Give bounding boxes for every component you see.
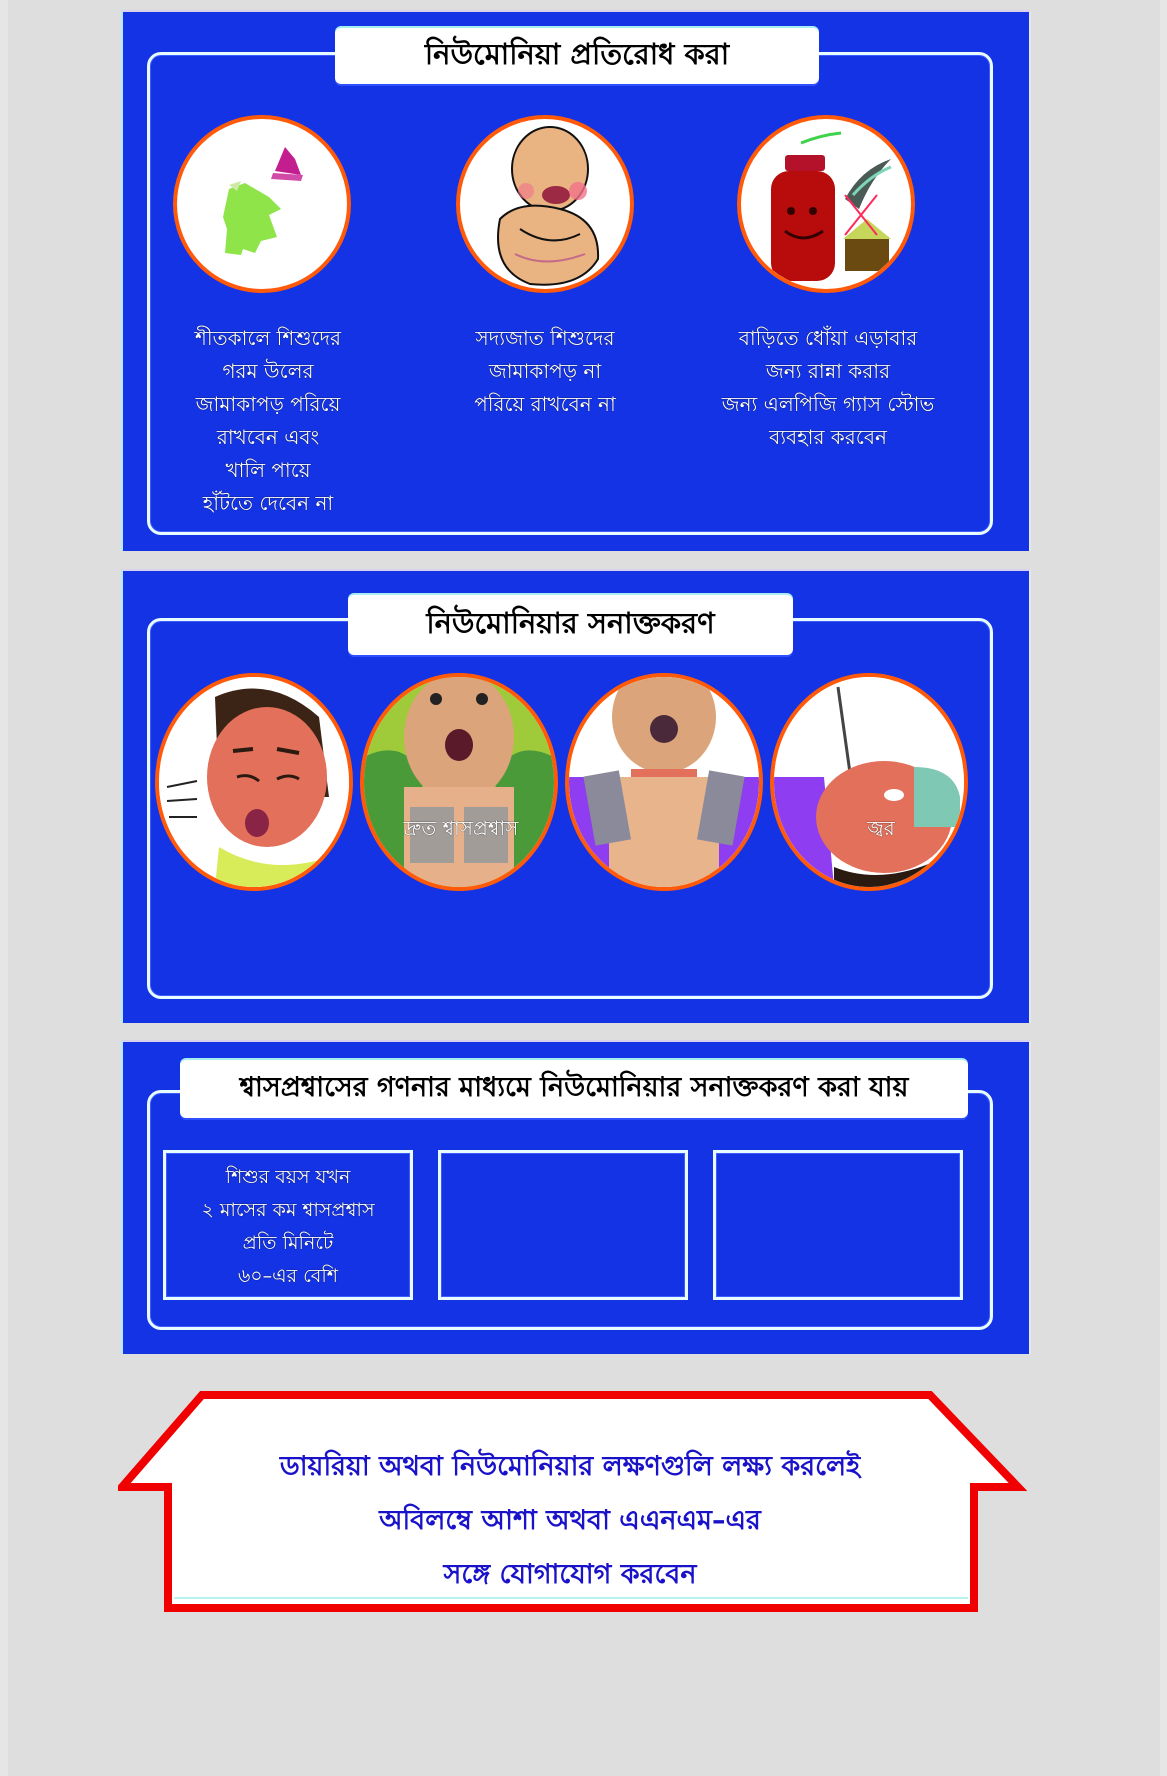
newborn-baby-image [456, 115, 634, 293]
thermometer-child-icon [774, 677, 964, 887]
caption-line: হাঁটতে দেবেন না [202, 491, 334, 515]
breath-rate-box-3 [713, 1150, 963, 1300]
alert-line: ডায়রিয়া অথবা নিউমোনিয়ার লক্ষণগুলি লক্ষ্য করলেই [279, 1451, 861, 1482]
breath-rate-box-under-2-months [163, 1150, 413, 1300]
alert-message [166, 1440, 974, 1602]
caption-line: রাখবেন এবং [216, 425, 320, 449]
left-edge-strip [0, 0, 8, 1776]
caption-line: জন্য এলপিজি গ্যাস স্টোভ [721, 392, 935, 416]
caption-line: বাড়িতে ধোঁয়া এড়াবার [738, 326, 918, 350]
caption-line: ব্যবহার করবেন [769, 425, 887, 449]
chest-indrawing-image [565, 673, 763, 891]
caption-line: জন্য রান্না করার [765, 359, 891, 383]
rate-line: ২ মাসের কম শ্বাসপ্রশ্বাস [201, 1199, 375, 1221]
coughing-child-icon [159, 677, 349, 887]
breath-rate-text [166, 1153, 410, 1293]
child-chest-breathing-image [360, 673, 558, 891]
caption-line: সদ্যজাত শিশুদের [475, 326, 615, 350]
chest-indrawing-icon [569, 677, 759, 887]
identification-panel [121, 569, 1031, 1023]
breath-rate-box-2 [438, 1150, 688, 1300]
prevention-caption-1 [143, 322, 393, 520]
coughing-child-image [155, 673, 353, 891]
rate-line: প্রতি মিনিটে [242, 1232, 334, 1254]
rate-line: ৬০–এর বেশি [237, 1265, 339, 1287]
caption-line: গরম উলের [222, 359, 314, 383]
prevention-caption-3 [678, 322, 978, 454]
alert-line: অবিলম্বে আশা অথবা এএনএম–এর [379, 1505, 761, 1536]
rate-line: শিশুর বয়স যখন [225, 1166, 351, 1188]
warm-clothes-image [173, 115, 351, 293]
caption-line: পরিয়ে রাখবেন না [474, 392, 616, 416]
child-fever-image [770, 673, 968, 891]
lpg-cylinder-icon [741, 119, 911, 289]
alert-line: সঙ্গে যোগাযোগ করবেন [443, 1559, 697, 1590]
breath-count-title: শ্বাসপ্রশ্বাসের গণনার মাধ্যমে নিউমোনিয়ার সনাক্তকরণ করা যায় [180, 1060, 968, 1118]
prevention-caption-2 [420, 322, 670, 421]
child-chest-breathing-icon [364, 677, 554, 887]
right-edge-strip [1160, 0, 1167, 1776]
caption-line: শীতকালে শিশুদের [195, 326, 341, 350]
caption-line: জামাকাপড় না [488, 359, 602, 383]
caption-line: জামাকাপড় পরিয়ে [195, 392, 341, 416]
newborn-baby-icon [460, 119, 630, 289]
lpg-cylinder-image [737, 115, 915, 293]
prevention-panel [121, 10, 1031, 551]
fever-caption: জ্বর [867, 816, 895, 840]
breath-count-panel [121, 1040, 1031, 1354]
prevention-title: নিউমোনিয়া প্রতিরোধ করা [335, 28, 819, 84]
caption-line: খালি পায়ে [225, 458, 311, 482]
identification-title: নিউমোনিয়ার সনাক্তকরণ [348, 595, 793, 655]
fast-breathing-caption: দ্রুত শ্বাসপ্রশ্বাস [403, 816, 519, 840]
warm-clothes-icon [177, 119, 347, 289]
